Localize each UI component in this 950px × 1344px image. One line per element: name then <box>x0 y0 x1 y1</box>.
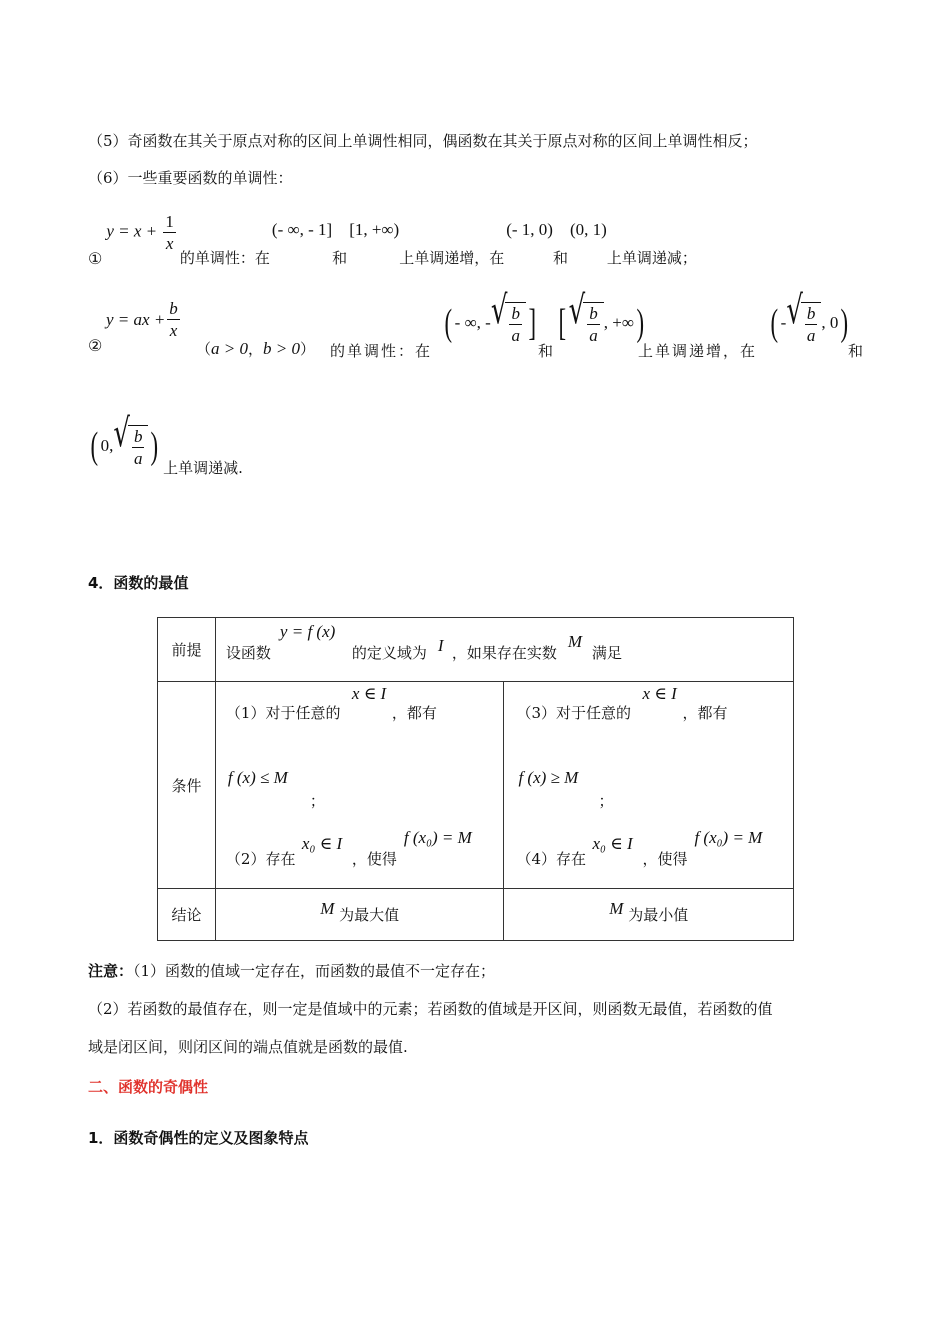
item-2-fraction <box>167 300 180 339</box>
conclusion-label: 结论 <box>158 889 216 941</box>
note-2a: （2）若函数的最值存在，则一定是值域中的元素；若函数的值域是开区间，则函数无最值，若函数的值 <box>88 1000 773 1018</box>
right-c1-math: x ∈ I <box>642 684 677 703</box>
item-2-func-y: y = ax + <box>106 309 166 329</box>
sqrt-b-over-a: √ $\frac{b}{a}$ <box>786 302 821 344</box>
item-2-interval-4-left: 0, <box>100 436 114 455</box>
premise-M: M <box>567 632 583 651</box>
bracket-open: [ <box>558 302 567 344</box>
item-2-cond-a: a > 0 <box>211 339 248 358</box>
item-2-cond-close: ） <box>300 340 316 358</box>
subsection-1-title: 1．函数奇偶性的定义及图象特点 <box>88 1129 309 1147</box>
section-4-title: 4．函数的最值 <box>88 574 189 592</box>
item-2 <box>88 288 878 362</box>
item-1-marker: ① <box>88 249 103 268</box>
item-2-interval-2-right: , +∞ <box>603 313 634 332</box>
premise-label: 前提 <box>158 618 216 682</box>
premise-I: I <box>437 636 444 655</box>
paren-close: ) <box>840 302 849 344</box>
item-1-interval-4: (0, 1) <box>569 220 607 239</box>
item-2-text-3: 上单调递增，在 <box>638 342 758 360</box>
item-2-interval-3-left: - <box>780 313 787 332</box>
paren-open: ( <box>444 302 453 344</box>
premise-cell <box>215 618 793 682</box>
item-1 <box>88 212 697 268</box>
conclusion-left: M 为最大值 <box>215 889 504 941</box>
premise-func: y = f (x) <box>279 622 336 641</box>
item-2-text-1: 的单调性：在 <box>330 342 433 360</box>
table-row-conclusion <box>158 889 794 941</box>
left-c2-eq: f (x₀) = M <box>403 828 472 847</box>
item-2-interval-3 <box>768 288 851 354</box>
paragraph-6: （6）一些重要函数的单调性： <box>88 169 293 187</box>
item-1-interval-1: (- ∞, - 1] <box>271 220 333 239</box>
item-2-interval-2 <box>556 288 647 354</box>
left-c1-math: x ∈ I <box>351 684 387 703</box>
sqrt-b-over-a: √ $\frac{b}{a}$ <box>491 302 526 344</box>
item-2-interval-1 <box>442 288 539 354</box>
left-inequality: f (x) ≤ M <box>227 768 288 787</box>
condition-right <box>504 682 794 889</box>
condition-label: 条件 <box>158 682 216 889</box>
paren-close: ) <box>151 425 159 467</box>
right-c2-mid: ，使得 <box>642 850 688 868</box>
note-2b: 域是闭区间，则闭区间的端点值就是函数的最值. <box>88 1038 408 1056</box>
item-1-fraction-den: x <box>165 233 174 253</box>
item-2-interval-1-left: - ∞, - <box>454 313 491 332</box>
item-1-text-1: 的单调性：在 <box>179 249 270 267</box>
item-1-text-5: 上单调递减； <box>606 249 697 267</box>
premise-text-1: 设函数 <box>225 644 271 662</box>
item-1-func <box>106 213 178 252</box>
right-c1-end: ，都有 <box>682 704 728 722</box>
paren-open: ( <box>90 425 99 467</box>
right-c1: （3）对于任意的 <box>516 704 631 722</box>
sqrt-b-over-a: √ $\frac{b}{a}$ <box>113 425 148 467</box>
right-inequality: f (x) ≥ M <box>518 768 579 787</box>
left-c2-math: x₀ ∈ I <box>301 834 343 853</box>
premise-text-3: ，如果存在实数 <box>451 644 557 662</box>
item-2-func <box>106 300 182 339</box>
condition-left <box>215 682 504 889</box>
right-c2-math: x₀ ∈ I <box>592 834 633 853</box>
left-c2: （2）存在 <box>225 850 296 868</box>
paren-open: ( <box>770 302 779 344</box>
left-c1: （1）对于任意的 <box>225 704 341 722</box>
item-2-text-5: 上单调递减. <box>163 459 243 477</box>
item-2-cond-sep: ， <box>248 340 264 358</box>
note-label: 注意： <box>88 962 134 980</box>
table-row-condition <box>158 682 794 889</box>
right-semicolon: ； <box>598 792 614 810</box>
sqrt-b-over-a: √ $\frac{b}{a}$ <box>569 302 604 344</box>
right-c2: （4）存在 <box>516 850 586 868</box>
left-c2-mid: ，使得 <box>351 850 397 868</box>
premise-text-4: 满足 <box>591 644 622 662</box>
extremum-table <box>157 617 794 941</box>
section-two-title: 二、函数的奇偶性 <box>88 1078 209 1096</box>
item-2-text-2: 和 <box>538 342 554 360</box>
item-2-cond-b: b > 0 <box>263 339 300 358</box>
item-1-fraction <box>163 213 176 252</box>
item-2-fraction-num: b <box>169 299 178 318</box>
item-1-fraction-num: 1 <box>165 211 174 231</box>
paragraph-5: （5）奇函数在其关于原点对称的区间上单调性相同，偶函数在其关于原点对称的区间上单调性相反； <box>88 132 758 150</box>
item-2-text-4: 和 <box>848 342 864 360</box>
note-1 <box>88 960 495 981</box>
item-2-cond-open: （ <box>196 340 212 358</box>
table-row-premise <box>158 618 794 682</box>
paren-close: ) <box>636 302 645 344</box>
left-semicolon: ； <box>309 792 325 810</box>
item-1-interval-2: [1, +∞) <box>349 220 400 239</box>
item-1-text-4: 和 <box>552 249 568 267</box>
right-c2-eq: f (x₀) = M <box>694 828 763 847</box>
item-1-text-3: 上单调递增，在 <box>399 249 505 267</box>
conclusion-right: M 为最小值 <box>504 889 794 941</box>
left-c1-end: ，都有 <box>391 704 437 722</box>
bracket-close: ] <box>528 302 537 344</box>
item-2-continuation <box>88 411 243 478</box>
item-2-conditions <box>196 338 315 359</box>
note-1-text: （1）函数的值域一定存在，而函数的最值不一定存在； <box>133 962 496 980</box>
item-2-marker: ② <box>88 336 103 355</box>
item-2-fraction-den: x <box>169 321 178 340</box>
item-1-func-y: y = x + <box>106 220 158 240</box>
item-1-interval-3: (- 1, 0) <box>506 220 553 239</box>
item-1-text-2: 和 <box>332 249 348 267</box>
item-2-interval-3-right: , 0 <box>821 313 839 332</box>
premise-text-2: 的定义域为 <box>351 644 427 662</box>
